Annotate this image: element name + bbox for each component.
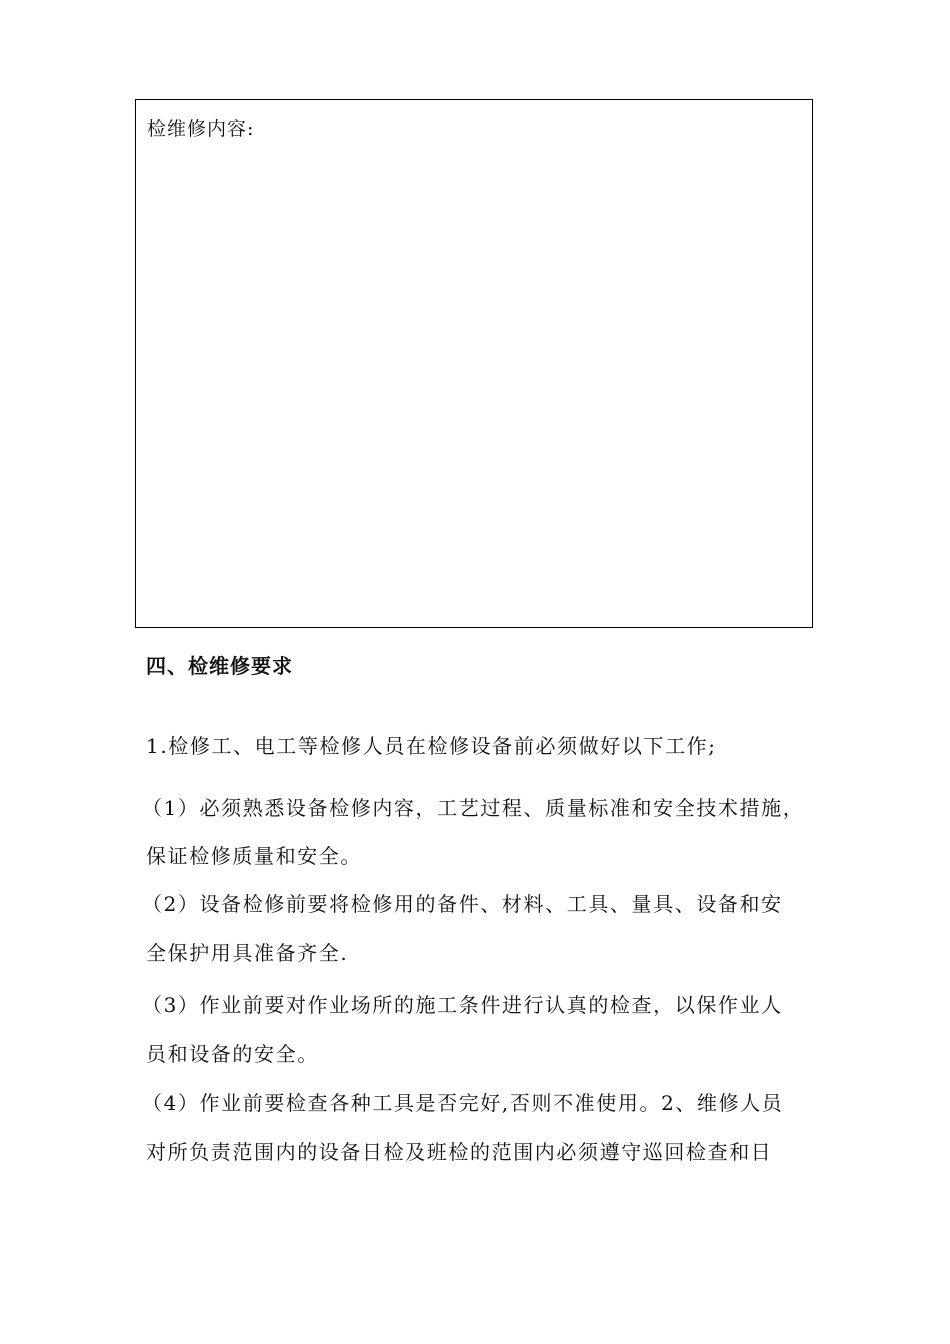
paragraph-line: 1.检修工、电工等检修人员在检修设备前必须做好以下工作; (146, 734, 717, 758)
paragraph-line: （2）设备检修前要将检修用的备件、材料、工具、量具、设备和安 (142, 892, 783, 916)
paragraph-line: 员和设备的安全。 (146, 1042, 319, 1066)
paragraph-line: 对所负责范围内的设备日检及班检的范围内必须遵守巡回检查和日 (146, 1140, 773, 1164)
maintenance-content-box (135, 99, 813, 628)
maintenance-content-label: 检维修内容: (147, 118, 255, 140)
paragraph-line: （1）必须熟悉设备检修内容，工艺过程、质量标准和安全技术措施， (142, 796, 805, 820)
paragraph-line: （3）作业前要对作业场所的施工条件进行认真的检查，以保作业人 (142, 993, 783, 1017)
section-heading: 四、检维修要求 (146, 654, 293, 678)
paragraph-line: 保证检修质量和安全。 (146, 844, 362, 868)
paragraph-line: （4）作业前要检查各种工具是否完好,否则不准使用。2、维修人员 (142, 1091, 784, 1115)
paragraph-line: 全保护用具准备齐全. (146, 941, 349, 965)
